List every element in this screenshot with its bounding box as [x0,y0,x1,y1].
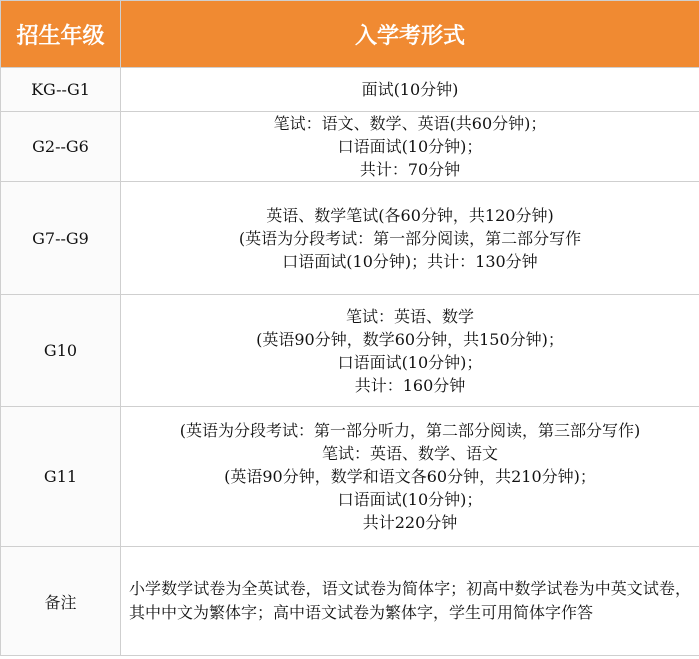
table-row [1,68,699,112]
exam-format-cell [121,112,699,182]
exam-format-line: 共计220分钟 [362,513,458,532]
grade-cell: G10 [1,295,121,407]
header-grade: 招生年级 [1,1,121,68]
exam-format-cell [121,68,699,112]
exam-format-line: 笔试：英语、数学 [345,306,474,326]
exam-format-line: (英语为分段考试：第一部分阅读，第二部分写作 [238,228,582,248]
exam-format-line: 共计：70分钟 [359,160,461,179]
grade-cell: KG--G1 [1,68,121,112]
exam-format-line: 笔试：英语、数学、语文 [321,444,498,463]
exam-format-line: 笔试：语文、数学、英语(共60分钟)； [273,114,547,133]
table-row [1,407,699,547]
table-row [1,112,699,182]
exam-format-line: 口语面试(10分钟)； [337,352,483,372]
note-cell [121,547,699,656]
exam-format-cell [121,407,699,547]
exam-format-line: 口语面试(10分钟)； [337,490,483,509]
exam-format-line: (英语90分钟，数学60分钟，共150分钟)； [256,329,564,349]
exam-format-cell [121,182,699,295]
exam-format-line: 口语面试(10分钟)；共计：130分钟 [282,251,538,271]
table-row-note [1,547,699,656]
grade-cell: G11 [1,407,121,547]
grade-cell: G2--G6 [1,112,121,182]
grade-cell: G7--G9 [1,182,121,295]
exam-format-line: (英语90分钟，数学和语文各60分钟，共210分钟)； [224,467,596,486]
exam-format-line: 英语、数学笔试(各60分钟，共120分钟) [266,205,554,225]
header-exam-format: 入学考形式 [121,1,699,68]
table-header-row [1,1,699,68]
exam-format-line: 共计：160分钟 [354,375,466,395]
note-text: 小学数学试卷为全英试卷，语文试卷为简体字；初高中数学试卷为中英文试卷，其中中文为繁体字；高中语文试卷为繁体字，学生可用简体字作答 [129,579,691,622]
table-row [1,182,699,295]
note-label-cell: 备注 [1,547,121,656]
exam-format-cell [121,295,699,407]
exam-format-line: 口语面试(10分钟)； [337,137,483,156]
table-row [1,295,699,407]
exam-format-line: 面试(10分钟) [361,80,459,99]
exam-format-line: (英语为分段考试：第一部分听力，第二部分阅读，第三部分写作) [179,421,641,440]
